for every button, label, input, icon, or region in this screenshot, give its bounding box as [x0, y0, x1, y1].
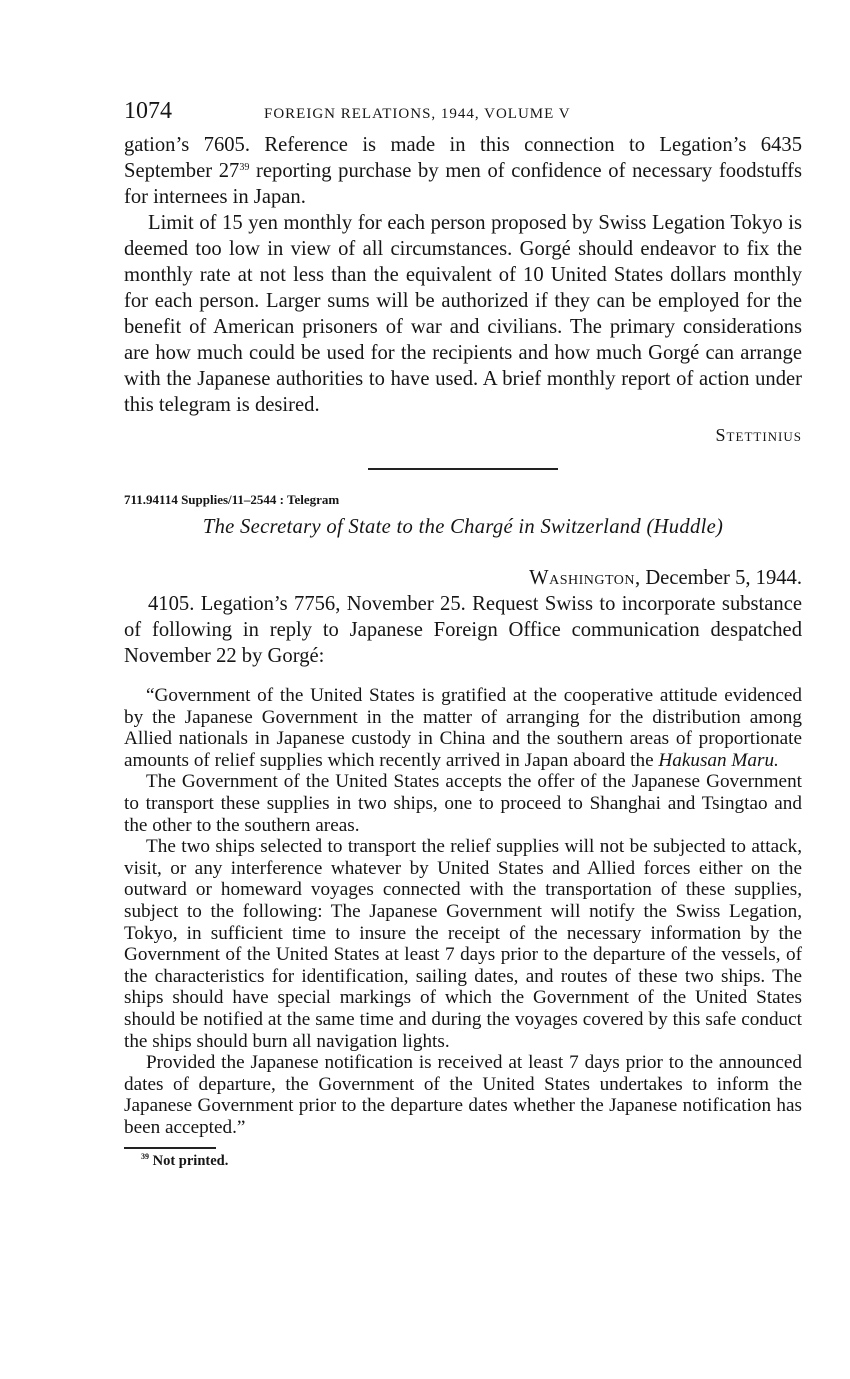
page-number: 1074: [124, 98, 172, 124]
footnote-marker: 39: [141, 1152, 149, 1162]
file-number: 711.94114 Supplies/11–2544 : Telegram: [124, 492, 340, 507]
paragraph-text: gation’s 7605. Reference is made in this connection to Legation’s 6435 September 27: [124, 134, 802, 182]
section-divider: [368, 468, 558, 470]
body-paragraph: Limit of 15 yen monthly for each person proposed by Swiss Legation Tokyo is deemed too low in view of all circumstances. Gorgé should endeavor to fix the monthly rate at not less than the equivalent of 10 United States dollars monthly for each person. Larger sums will be authorized if they can be employed for the benefit of American prisoners of war and civilians. The primary considerations are how much could be used for the recipients and how much Gorgé can arrange with the Japanese authorities to have used. A brief monthly report of action under this telegram is desired.: [124, 212, 802, 416]
dateline-date: , December 5, 1944.: [635, 567, 802, 589]
dateline-place: Washington: [529, 567, 636, 589]
quoted-paragraph: The two ships selected to transport the relief supplies will not be subjected to attack, visit, or any interference whatever by United States and Allied forces either on the outward or homeward voyages connected with the transportation of these supplies, subject to the following: The Japanese Government will notify the Swiss Legation, Tokyo, in sufficient time to insure the receipt of the necessary information by the Government of the United States at least 7 days prior to the departure of the vessels, of the characteristics for identification, sailing dates, and routes of these two ships. The ships should have special markings of which the Government of the United States should be notified at the same time and during the voyages covered by this safe conduct the ships should burn all navigation lights.: [124, 836, 802, 1052]
signature: Stettinius: [715, 425, 802, 445]
quoted-paragraph: Provided the Japanese notification is received at least 7 days prior to the announced dates of departure, the Government of the United States undertakes to inform the Japanese Government prior to the departure dates whether the Japanese notification has been accepted.”: [124, 1052, 802, 1138]
footnote-text: Not printed.: [149, 1153, 229, 1170]
page-header: [124, 98, 802, 132]
quoted-paragraph: The Government of the United States accepts the offer of the Japanese Government to transport these supplies in two ships, one to proceed to Shanghai and Tsingtao and the other to the southern areas.: [124, 771, 802, 836]
quote-text: “Government of the United States is gratified at the cooperative attitude evidenced by the Japanese Government in the matter of arranging for the distribution among Allied nationals in Japanese custody in China and the southern areas of proportionate amounts of relief supplies which recently arrived in Japan aboard the: [124, 685, 802, 771]
quoted-paragraph: [124, 685, 802, 771]
continuation-paragraph: [124, 132, 802, 210]
paragraph-text: reporting purchase by men of confidence of necessary foodstuffs for internees in Japan.: [124, 160, 802, 208]
dateline: [124, 565, 802, 591]
telegram-intro: 4105. Legation’s 7756, November 25. Request Swiss to incorporate substance of following in reply to Japanese Foreign Office communication despatched November 22 by Gorgé:: [124, 593, 802, 667]
footnote: [141, 1153, 802, 1170]
running-title: FOREIGN RELATIONS, 1944, VOLUME V: [264, 106, 571, 122]
document-page: [124, 98, 802, 1170]
footnote-reference[interactable]: 39: [239, 162, 250, 173]
document-heading: The Secretary of State to the Chargé in Switzerland (Huddle): [202, 516, 724, 538]
ship-name: Hakusan Maru.: [658, 749, 779, 771]
footnote-divider: [124, 1147, 216, 1149]
